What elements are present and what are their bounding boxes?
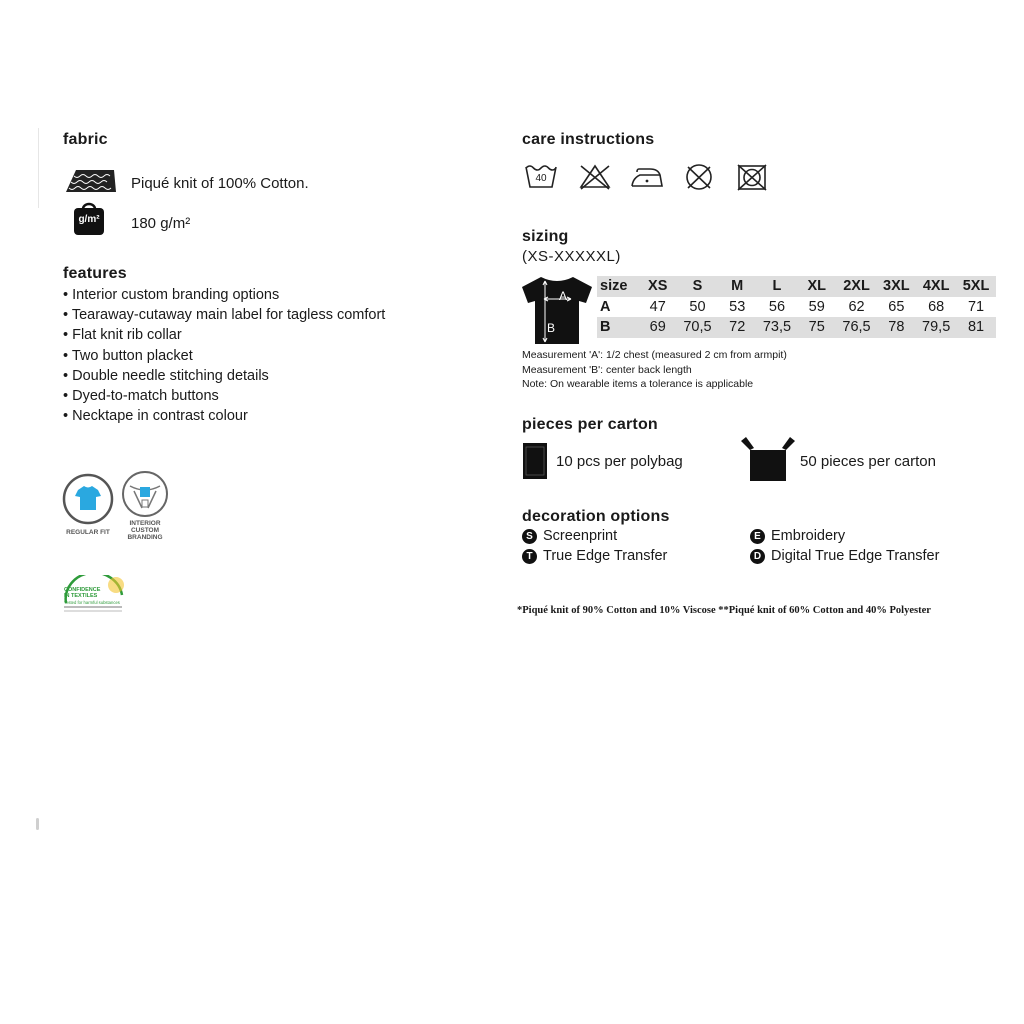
interior-branding-badge — [121, 470, 171, 545]
table-cell: 75 — [797, 317, 837, 338]
decoration-heading: decoration options — [522, 508, 670, 525]
list-item: • Interior custom branding options — [63, 287, 280, 303]
footnote: *Piqué knit of 90% Cotton and 10% Viscose **Piqué knit of 60% Cotton and 40% Polyester — [517, 605, 931, 616]
iron-low-icon — [630, 162, 664, 192]
sizing-note: Note: On wearable items a tolerance is applicable — [522, 378, 754, 390]
oeko-text-2: IN TEXTILES — [64, 593, 98, 599]
edge-divider — [38, 128, 39, 208]
shirt-label-b: B — [547, 321, 556, 335]
embroidery-icon: E — [750, 529, 765, 544]
weight-icon-label: g/m² — [78, 214, 100, 225]
list-item: • Dyed-to-match buttons — [63, 388, 219, 405]
no-tumble-dry-icon — [682, 162, 716, 192]
table-cell: 53 — [717, 297, 757, 318]
table-cell: 71 — [956, 297, 996, 318]
carton-text: 50 pieces per carton — [800, 453, 936, 470]
table-cell: 81 — [956, 317, 996, 338]
digital-true-edge-transfer-icon: D — [750, 549, 765, 564]
decoration-label: True Edge Transfer — [543, 548, 668, 564]
fabric-knit-icon — [62, 166, 118, 196]
fabric-weight-text: 180 g/m² — [131, 215, 191, 232]
tshirt-icon — [521, 275, 593, 345]
decoration-label: Screenprint — [543, 528, 618, 544]
table-cell: 47 — [638, 297, 678, 318]
table-cell: A — [597, 297, 638, 318]
screenprint-icon: S — [522, 529, 537, 544]
regular-fit-badge — [62, 473, 114, 543]
list-item: • Tearaway-cutaway main label for tagless comfort — [63, 307, 386, 324]
table-header-cell: 3XL — [876, 276, 916, 297]
table-header-cell: XL — [797, 276, 837, 297]
table-cell: 72 — [717, 317, 757, 338]
list-item: • Two button placket — [63, 347, 193, 364]
carton-heading: pieces per carton — [522, 416, 658, 433]
regular-fit-label: REGULAR FIT — [66, 529, 110, 536]
wash-temp-label: 40 — [535, 173, 547, 184]
table-header-row — [597, 276, 996, 297]
table-cell: B — [597, 317, 638, 338]
sizing-notes — [522, 348, 787, 392]
table-cell: 68 — [916, 297, 956, 318]
shirt-label-a: A — [559, 289, 568, 303]
fabric-heading: fabric — [63, 131, 108, 148]
table-header-cell: S — [678, 276, 718, 297]
sizing-note: Measurement 'A': 1/2 chest (measured 2 cm from armpit) — [522, 349, 787, 361]
sizing-note: Measurement 'B': center back length — [522, 363, 692, 376]
table-header-cell: 5XL — [956, 276, 996, 297]
table-cell: 50 — [678, 297, 718, 318]
table-header-cell: 2XL — [837, 276, 877, 297]
table-cell: 73,5 — [757, 317, 797, 338]
decoration-option-screenprint — [522, 528, 617, 544]
table-header-cell: XS — [638, 276, 678, 297]
interior-branding-icon — [121, 470, 169, 518]
table-cell: 76,5 — [837, 317, 877, 338]
features-list — [63, 285, 385, 426]
care-heading: care instructions — [522, 131, 655, 148]
table-cell: 56 — [757, 297, 797, 318]
table-cell: 78 — [876, 317, 916, 338]
oeko-tex-logo — [62, 575, 128, 635]
polybag-icon — [522, 442, 548, 480]
oeko-text-3: Tested for harmful substances — [64, 600, 120, 605]
branding-label-1: INTERIOR — [129, 520, 161, 527]
edge-marker — [36, 818, 39, 830]
no-dry-clean-icon — [735, 162, 769, 192]
sizing-range: (XS-XXXXXL) — [522, 248, 621, 265]
list-item: • Double needle stitching details — [63, 367, 269, 384]
decoration-option-embroidery — [750, 528, 845, 544]
branding-label-3: BRANDING — [127, 534, 163, 541]
decoration-option-digital-true-edge — [750, 548, 939, 564]
sizing-heading: sizing — [522, 228, 569, 245]
shirt-measurement-diagram — [521, 275, 593, 345]
table-header-cell: M — [717, 276, 757, 297]
fabric-material-text: Piqué knit of 100% Cotton. — [131, 175, 309, 192]
decoration-label: Digital True Edge Transfer — [771, 548, 940, 564]
true-edge-transfer-icon: T — [522, 549, 537, 564]
no-bleach-icon — [578, 162, 612, 192]
table-header-cell: size — [597, 276, 638, 297]
decoration-option-true-edge — [522, 548, 667, 564]
polybag-text: 10 pcs per polybag — [556, 453, 683, 470]
table-cell: 65 — [876, 297, 916, 318]
features-heading: features — [63, 265, 127, 282]
list-item: • Necktape in contrast colour — [63, 408, 248, 425]
weight-icon — [72, 202, 106, 236]
list-item: • Flat knit rib collar — [63, 327, 182, 344]
table-cell: 79,5 — [916, 317, 956, 338]
regular-fit-icon — [62, 473, 114, 525]
table-header-cell: 4XL — [916, 276, 956, 297]
size-table — [597, 276, 996, 338]
carton-box-icon — [740, 436, 796, 482]
oeko-text-1: CONFIDENCE — [64, 587, 101, 593]
table-cell: 59 — [797, 297, 837, 318]
table-row — [597, 317, 996, 338]
table-cell: 69 — [638, 317, 678, 338]
decoration-label: Embroidery — [771, 528, 846, 544]
branding-label-2: CUSTOM — [130, 527, 160, 534]
table-cell: 62 — [837, 297, 877, 318]
wash-40-icon — [524, 162, 558, 192]
table-row — [597, 297, 996, 318]
table-header-cell: L — [757, 276, 797, 297]
table-cell: 70,5 — [678, 317, 718, 338]
